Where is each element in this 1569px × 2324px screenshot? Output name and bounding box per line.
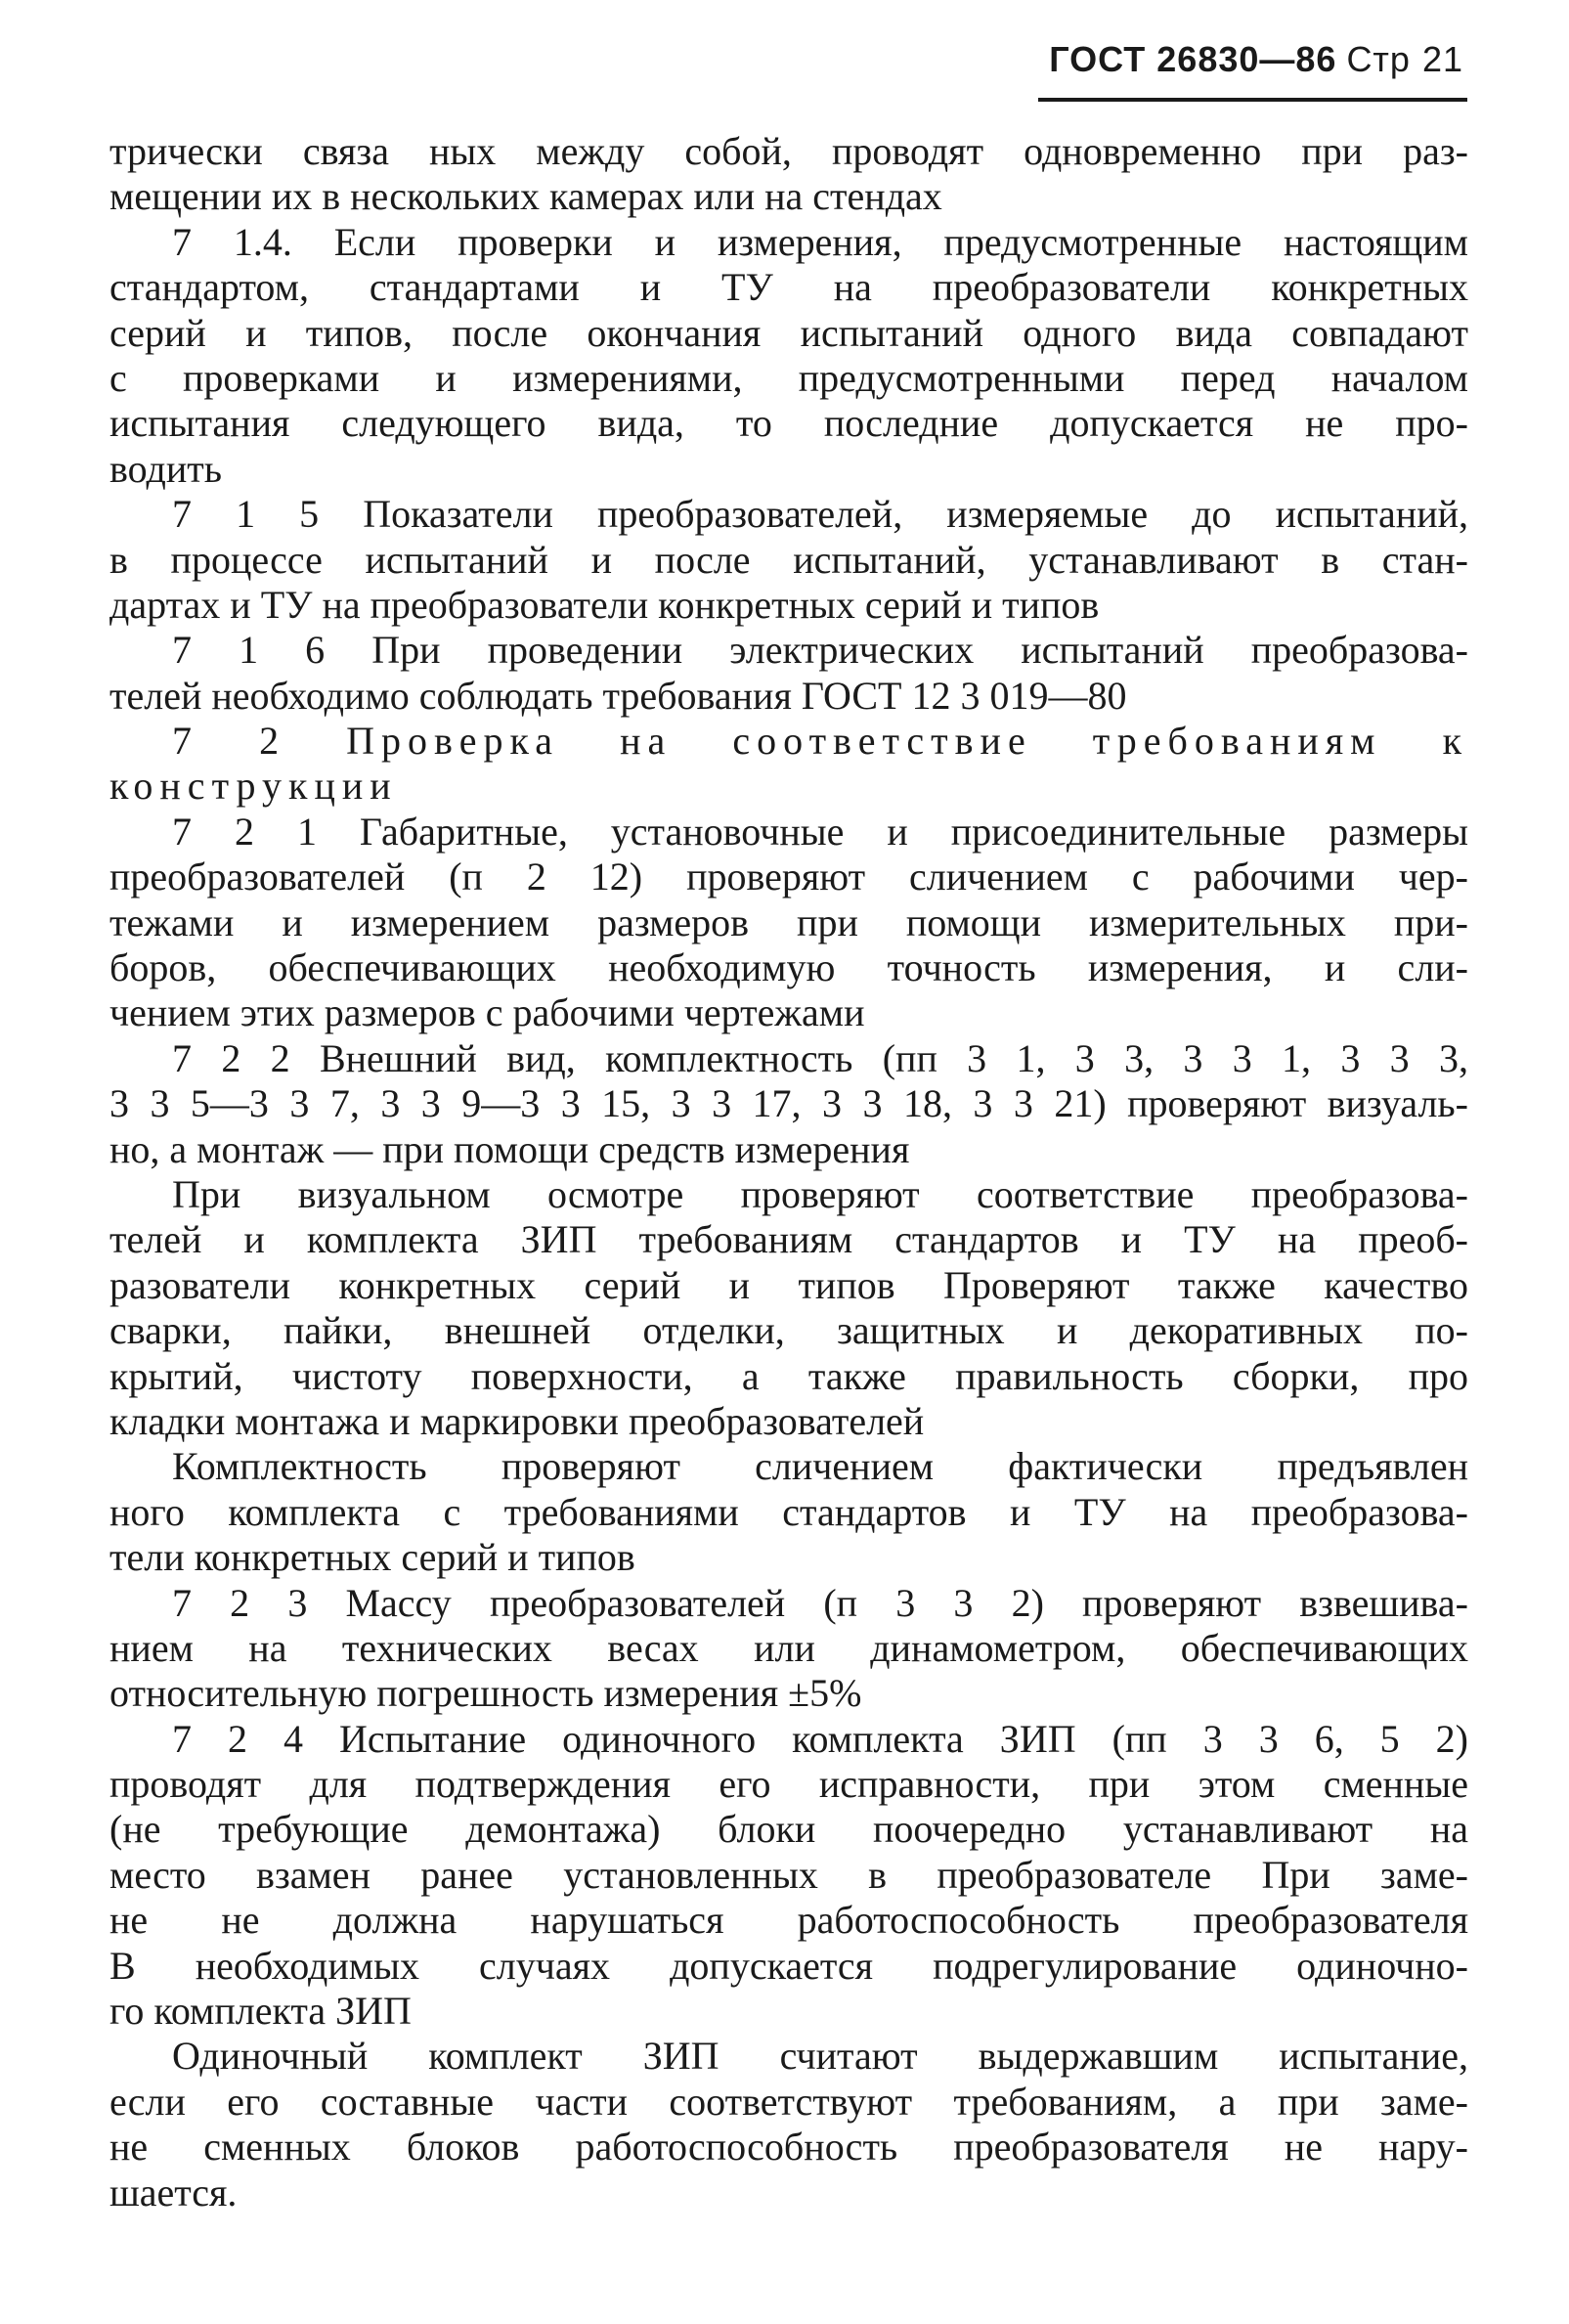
text-line: испытания следующего вида, то последние допускается не про- (109, 401, 1468, 446)
text-line: но, а монтаж — при помощи средств измерения (109, 1126, 910, 1171)
text-line: В необходимых случаях допускается подрегулирование одиночно- (109, 1943, 1468, 1988)
text-line: проводят для подтверждения его исправности, при этом сменные (109, 1762, 1468, 1807)
header-rule (1038, 98, 1467, 102)
body-text (109, 129, 1468, 2215)
text-line: не не должна нарушаться работоспособность преобразователя (109, 1898, 1468, 1943)
text-line: шается. (109, 2170, 238, 2214)
text-line: серий и типов, после окончания испытаний одного вида совпадают (109, 310, 1468, 355)
text-line: не сменных блоков работоспособность преобразователя не нару- (109, 2125, 1468, 2170)
text-line: дартах и ТУ на преобразователи конкретных серий и типов (109, 582, 1100, 627)
text-line: тели конкретных серий и типов (109, 1535, 635, 1580)
header-standard-number: ГОСТ 26830—86 (1049, 39, 1337, 79)
text-line: крытий, чистоту поверхности, а также правильность сборки, про (109, 1353, 1468, 1398)
text-line: конструкции (109, 764, 398, 809)
text-line: (не требующие демонтажа) блоки поочередно устанавливают на (109, 1807, 1468, 1852)
text-line: боров, обеспечивающих необходимую точность измерения, и сли- (109, 945, 1468, 990)
text-line: нием на технических весах или динамометром, обеспечивающих (109, 1625, 1468, 1670)
text-line: преобразователей (п 2 12) проверяют сличением с рабочими чер- (109, 855, 1468, 899)
text-line: кладки монтажа и маркировки преобразователей (109, 1398, 925, 1443)
text-line: в процессе испытаний и после испытаний, устанавливают в стан- (109, 537, 1468, 582)
text-line: мещении их в нескольких камерах или на стендах (109, 174, 942, 219)
page-header (1049, 39, 1463, 80)
text-line: телей и комплекта ЗИП требованиям стандартов и ТУ на преоб- (109, 1217, 1468, 1262)
text-line: Одиночный комплект ЗИП считают выдержавшим испытание, (172, 2034, 1468, 2079)
text-line: трически связа ных между собой, проводят одновременно при раз- (109, 129, 1468, 173)
text-line: 7 2 1 Габаритные, установочные и присоединительные размеры (172, 809, 1468, 854)
text-line: чением этих размеров с рабочими чертежами (109, 990, 865, 1035)
text-line: го комплекта ЗИП (109, 1989, 412, 2034)
text-line: Комплектность проверяют сличением фактически предъявлен (172, 1444, 1468, 1489)
text-line: 3 3 5—3 3 7, 3 3 9—3 3 15, 3 3 17, 3 3 18, 3 3 21) проверяют визуаль- (109, 1081, 1468, 1126)
text-line: ного комплекта с требованиями стандартов и ТУ на преобразова- (109, 1489, 1468, 1534)
text-line: с проверками и измерениями, предусмотренными перед началом (109, 355, 1468, 400)
text-line: телей необходимо соблюдать требования ГОСТ 12 3 019—80 (109, 673, 1127, 718)
text-line: 7 1.4. Если проверки и измерения, предусмотренные настоящим (172, 219, 1468, 264)
text-line: сварки, пайки, внешней отделки, защитных и декоративных по- (109, 1308, 1468, 1353)
text-line: разователи конкретных серий и типов Проверяют также качество (109, 1262, 1468, 1307)
text-line: 7 1 6 При проведении электрических испытаний преобразова- (172, 628, 1468, 673)
text-line: относительную погрешность измерения ±5% (109, 1671, 862, 1716)
text-line: 7 1 5 Показатели преобразователей, измеряемые до испытаний, (172, 492, 1468, 537)
text-line: 7 2 Проверка на соответствие требованиям к (172, 719, 1468, 764)
text-line: 7 2 3 Массу преобразователей (п 3 3 2) проверяют взвешива- (172, 1580, 1468, 1625)
header-page-number: 21 (1421, 39, 1463, 79)
text-line: водить (109, 446, 222, 491)
text-line: тежами и измерением размеров при помощи измерительных при- (109, 899, 1468, 944)
text-line: 7 2 4 Испытание одиночного комплекта ЗИП (пп 3 3 6, 5 2) (172, 1716, 1468, 1761)
text-line: место взамен ранее установленных в преобразователе При заме- (109, 1852, 1468, 1897)
text-line: если его составные части соответствуют требованиям, а при заме- (109, 2079, 1468, 2124)
header-page-label: Стр (1346, 39, 1411, 79)
text-line: 7 2 2 Внешний вид, комплектность (пп 3 1, 3 3, 3 3 1, 3 3 3, (172, 1035, 1468, 1080)
text-line: стандартом, стандартами и ТУ на преобразователи конкретных (109, 265, 1468, 310)
text-line: При визуальном осмотре проверяют соответствие преобразова- (172, 1171, 1468, 1216)
